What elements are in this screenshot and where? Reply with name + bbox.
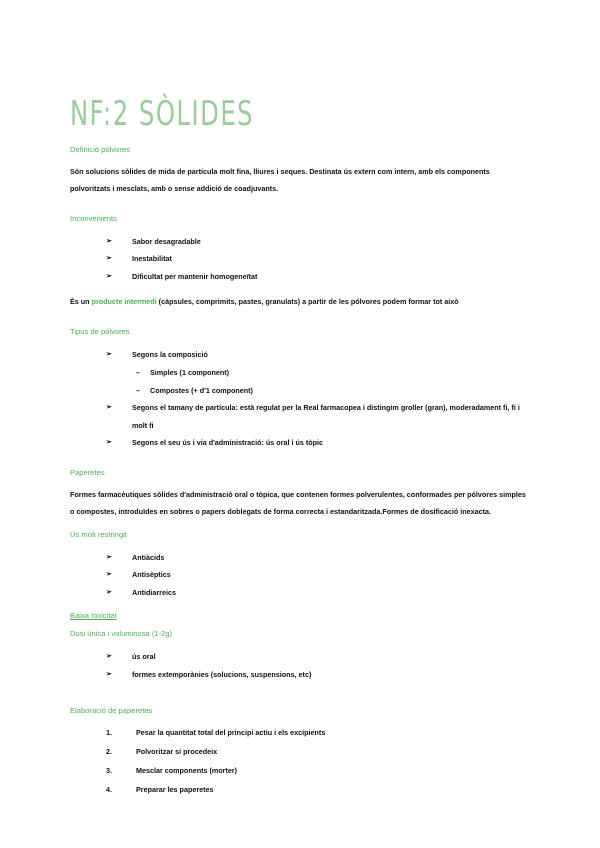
note-highlight: producte intermedi [91, 297, 157, 307]
list-item: ➢ Antisèptics [106, 566, 528, 584]
section-heading-toxicitat: Baixa toxicitat [70, 610, 117, 620]
note-prefix: És un [70, 297, 92, 307]
list-item [106, 346, 528, 399]
section-tipus [70, 327, 528, 452]
tipus-list [70, 346, 528, 452]
list-item-label: ➢ Segons la composició [132, 350, 208, 360]
section-dosi [70, 629, 528, 683]
list-item: ➢ formes extemporànies (solucions, suspensions, etc) [106, 666, 528, 684]
tipus-subitems [132, 364, 528, 399]
section-heading-us-restringit: Ús molt restringit [70, 529, 127, 539]
section-paperetes [70, 468, 528, 521]
list-item: Preparar les paperetes [136, 784, 214, 794]
list-item: ➢ Inestabilitat [106, 250, 528, 268]
list-item: Mesclar components (morter) [136, 765, 238, 775]
sublist-item: – Compostes (+ d'1 component) [132, 382, 528, 400]
section-definicio [70, 145, 528, 198]
list-item: ➢ Segons el seu ús i via d'administració: ús oral i ús tòpic [106, 434, 528, 452]
definicio-paragraph: Són solucions sòlides de mida de partícula molt fina, lliures i seques. Destinata ús extern com intern, amb els components polvoritzats i mesclats, amb o sense addició de coadjuvants. [70, 166, 490, 193]
section-elaboracio [70, 706, 528, 800]
section-toxicitat [70, 611, 528, 621]
list-item: Polvoritzar si procedeix [136, 747, 218, 757]
sublist-item: – Simples (1 component) [132, 364, 528, 382]
us-restringit-list [70, 549, 528, 602]
inconvenients-list [70, 233, 528, 286]
section-heading-elaboracio: Elaboració de paperetes [70, 705, 153, 715]
section-heading-tipus: Tipus de pólvores [70, 327, 130, 337]
note-suffix: (càpsules, comprimits, pastes, granulats) a partir de les pólvores podem formar tot això [156, 297, 459, 307]
section-us-restringit [70, 530, 528, 602]
inconvenients-note [70, 294, 528, 311]
list-item: ➢ Sabor desagradable [106, 233, 528, 251]
list-item: Pesar la quantitat total del principi actiu i els excipients [136, 728, 326, 738]
paperetes-paragraph: Formes farmacèutiques sòlides d'administració oral o tòpica, que contenen formes polverulentes, conformades per pólvores simples o compostes, introduïdes en sobres o papers doblegats de forma correcta i estandaritzada.Formes de dosificació inexacta. [70, 489, 526, 516]
section-inconvenients [70, 214, 528, 312]
elaboracio-steps [70, 724, 528, 799]
dosi-list [70, 648, 528, 683]
list-item: ➢ Segons el tamany de partícula: està regulat per la Real farmacopea i distingim groller (gran), moderadament fi, fi i molt fi [106, 399, 528, 434]
list-item: ➢ ús oral [106, 648, 528, 666]
section-heading-paperetes: Paperetes [70, 468, 105, 478]
section-heading-dosi: Dosi única i voluminosa (1-2g) [70, 629, 173, 639]
section-heading-definicio: Definició pólvores [70, 145, 130, 154]
page-title: NF:2 SÒLIDES [70, 95, 255, 134]
list-item: ➢ Antidiarreics [106, 584, 528, 602]
section-heading-inconvenients: Inconvenients [70, 213, 117, 223]
list-item: ➢ Dificultat per mantenir homogeneïtat [106, 268, 528, 286]
list-item: ➢ Antiàcids [106, 549, 528, 567]
